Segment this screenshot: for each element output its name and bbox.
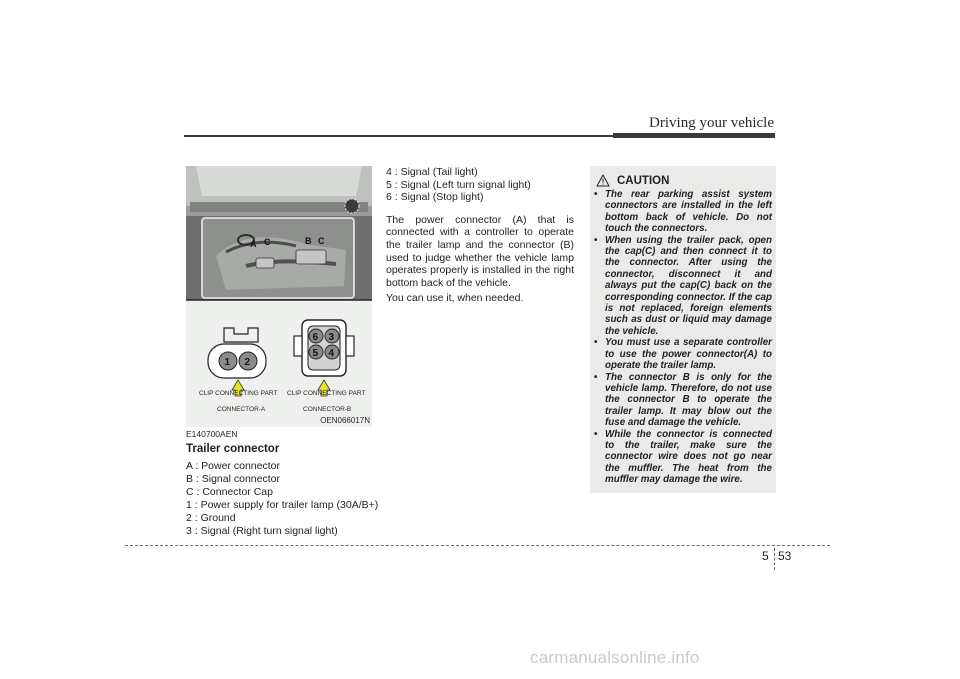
legend-item: 5 : Signal (Left turn signal light) [386, 178, 531, 191]
paragraph-power-connector: The power connector (A) that is connected with a controller to operate the trailer lamp and the connector (B) used to judge whether the vehicle lamp operates properly is installed in the right bottom back of the vehicle. [386, 213, 574, 289]
legend-item: 6 : Signal (Stop light) [386, 191, 484, 204]
figure-reference: OEN066017N [320, 416, 370, 425]
paragraph-usage: You can use it, when needed. [386, 292, 524, 305]
legend-item: C : Connector Cap [186, 486, 273, 498]
clip-label-left: CLIP CONNECTING PART [199, 390, 278, 397]
section-title: Trailer connector [186, 443, 280, 455]
connector-a-caption: CONNECTOR-A [217, 406, 266, 413]
footer-rule [125, 545, 830, 546]
photo-label-b: B [305, 236, 312, 246]
legend-item: 4 : Signal (Tail light) [386, 166, 478, 178]
page-number: 53 [778, 549, 792, 563]
pin-1: 1 [224, 357, 231, 368]
caution-title: CAUTION [617, 175, 670, 187]
caution-item: • You must use a separate controller to use the power connector(A) to operate the trailer lamp. [592, 337, 772, 371]
caution-item: • When using the trailer pack, open the cap(C) and then connect it to the connector. After using the connector, disconnect it and always put the cap(C) back on the corresponding connector. If the cap is not replaced, foreign elements such as dust or liquid may damage the vehicle. [592, 235, 772, 338]
header-accent-bar [613, 133, 775, 138]
caution-item: • The connector B is only for the vehicle lamp. Therefore, do not use the connector B to operate the trailer lamp. It may blow out the fuse and damage the vehicle. [592, 372, 772, 429]
caution-item: • The rear parking assist system connectors are installed in the left bottom back of vehicle. Do not touch the connectors. [592, 189, 772, 235]
pin-4: 4 [328, 348, 335, 359]
photo-label-c-right: C [318, 236, 325, 246]
legend-item: 3 : Signal (Right turn signal light) [186, 525, 338, 537]
pin-3: 3 [328, 332, 335, 343]
page-divider [774, 548, 775, 570]
left-column [186, 428, 379, 538]
header-title: Driving your vehicle [649, 115, 774, 131]
clip-label-right: CLIP CONNECTING PART [287, 390, 366, 397]
caution-item: • While the connector is connected to the trailer, make sure the connector wire does not go near the muffler. The heat from the muffler may damage the wire. [592, 429, 772, 486]
pin-6: 6 [312, 332, 319, 343]
connector-b-caption: CONNECTOR-B [303, 406, 352, 413]
photo-label-a: A [250, 239, 257, 249]
connector-figure [186, 166, 372, 427]
legend-item: 2 : Ground [186, 512, 236, 524]
warning-triangle-icon [596, 174, 610, 187]
section-code: E140700AEN [186, 429, 238, 439]
pin-5: 5 [312, 348, 319, 359]
caution-list [592, 189, 772, 486]
middle-column [386, 166, 574, 305]
watermark: carmanualsonline.info [530, 648, 700, 667]
photo-label-c-left: C [264, 237, 271, 247]
legend-item: A : Power connector [186, 460, 280, 472]
legend-item: B : Signal connector [186, 473, 280, 485]
legend-item: 1 : Power supply for trailer lamp (30A/B+) [186, 499, 379, 511]
page-chapter: 5 [762, 549, 769, 563]
connector-illustration [186, 166, 372, 427]
pin-2: 2 [244, 357, 251, 368]
